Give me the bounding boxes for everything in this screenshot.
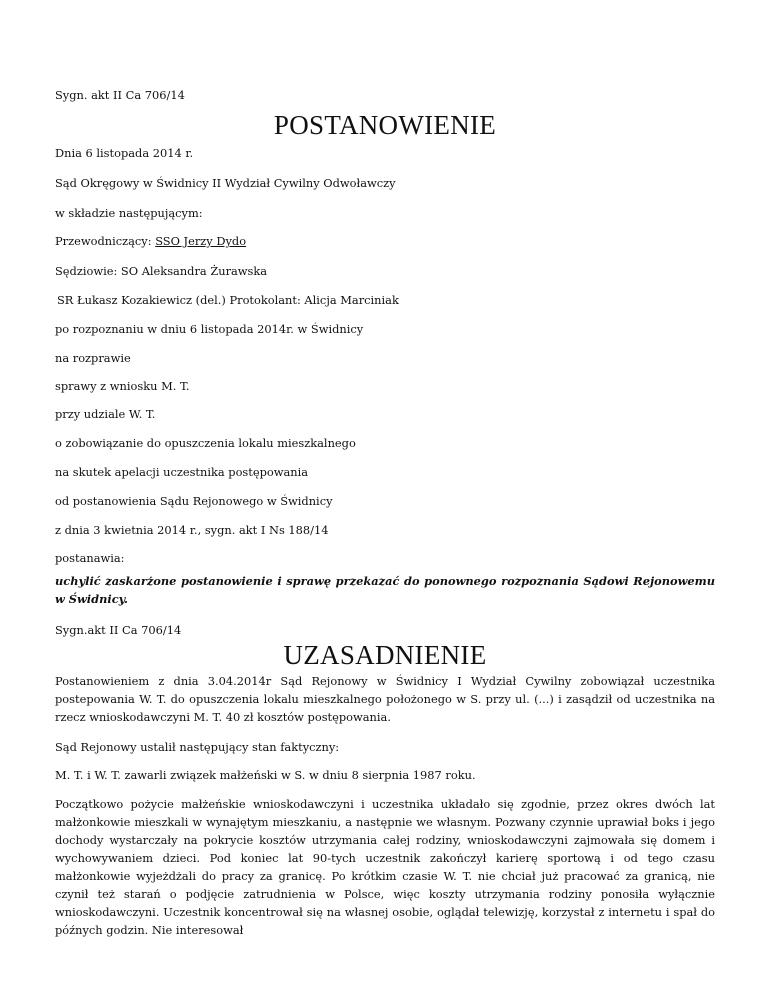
session-line: na rozprawie: [55, 351, 131, 365]
justification-case-reference: Sygn.akt II Ca 706/14: [55, 623, 182, 637]
case-of-line: sprawy z wniosku M. T.: [55, 379, 190, 393]
subject-line: o zobowiązanie do opuszczenia lokalu mieszkalnego: [55, 436, 356, 450]
appeal-line: na skutek apelacji uczestnika postępowania: [55, 465, 309, 479]
justification-paragraph: Początkowo pożycie małżeńskie wnioskodawczyni i uczestnika układało się zgodnie, przez okres dwóch lat małżonkowie mieszkali w wynajętym mieszkaniu, a następnie we własnym. Pozwany czynnie uprawiał boks i jego dochody wystarczały na pokrycie kosztów utrzymania całej rodziny, wnioskodawczyni zajmowała się domem i wychowywaniem dzieci. Pod koniec lat 90-tych uczestnik zakończył karierę sportową i od tego czasu małżonkowie wyjeżdżali do pracy za granicę. Po krótkim czasie W. T. nie chciał już pracować za granicą, nie czynił też starań o podjęcie zatrudnienia w Polsce, więc koszty utrzymania rodziny ponosiła wyłącznie wnioskodawczyni. Uczestnik koncentrował się na własnej osobie, oglądał telewizję, korzystał z internetu i spał do późnych godzin. Nie interesował: [55, 797, 715, 937]
chair-name-link[interactable]: SSO Jerzy Dydo: [155, 234, 247, 248]
document-title: POSTANOWIENIE: [273, 110, 497, 140]
hearing-line: po rozpoznaniu w dniu 6 listopada 2014r. w Świdnicy: [55, 322, 364, 336]
resolves-line: postanawia:: [55, 551, 125, 565]
judges-line: Sędziowie: SO Aleksandra Żurawska: [55, 264, 268, 278]
decision-date-line: z dnia 3 kwietnia 2014 r., sygn. akt I Ns 188/14: [55, 523, 329, 537]
chair-label: Przewodniczący:: [55, 234, 156, 248]
justification-paragraph: Postanowieniem z dnia 3.04.2014r Sąd Rejonowy w Świdnicy I Wydział Cywilny zobowiązał uczestnika postepowania W. T. do opuszczenia lokalu mieszkalnego położonego w S. przy ul. (...) i zasądził od uczestnika na rzecz wnioskodawczyni M. T. 40 zł kosztów postępowania.: [55, 674, 715, 724]
judges-continued-line: SR Łukasz Kozakiewicz (del.) Protokolant: Alicja Marciniak: [57, 293, 399, 307]
case-reference: Sygn. akt II Ca 706/14: [55, 88, 185, 102]
ruling-text: uchylić zaskarżone postanowienie i sprawę przekazać do ponownego rozpoznania Sądowi Rejonowemu w Świdnicy.: [55, 574, 715, 606]
justification-title: UZASADNIENIE: [283, 640, 487, 670]
participant-line: przy udziale W. T.: [55, 407, 156, 421]
justification-paragraph: Sąd Rejonowy ustalił następujący stan faktyczny:: [55, 740, 340, 754]
justification-paragraph: M. T. i W. T. zawarli związek małżeński w S. w dniu 8 sierpnia 1987 roku.: [55, 768, 476, 782]
decision-date: Dnia 6 listopada 2014 r.: [55, 146, 194, 160]
composition-label: w składzie następującym:: [55, 206, 203, 220]
from-decision-line: od postanowienia Sądu Rejonowego w Świdnicy: [55, 494, 333, 508]
court-name: Sąd Okręgowy w Świdnicy II Wydział Cywilny Odwoławczy: [55, 176, 396, 190]
chair-line: [55, 234, 246, 248]
